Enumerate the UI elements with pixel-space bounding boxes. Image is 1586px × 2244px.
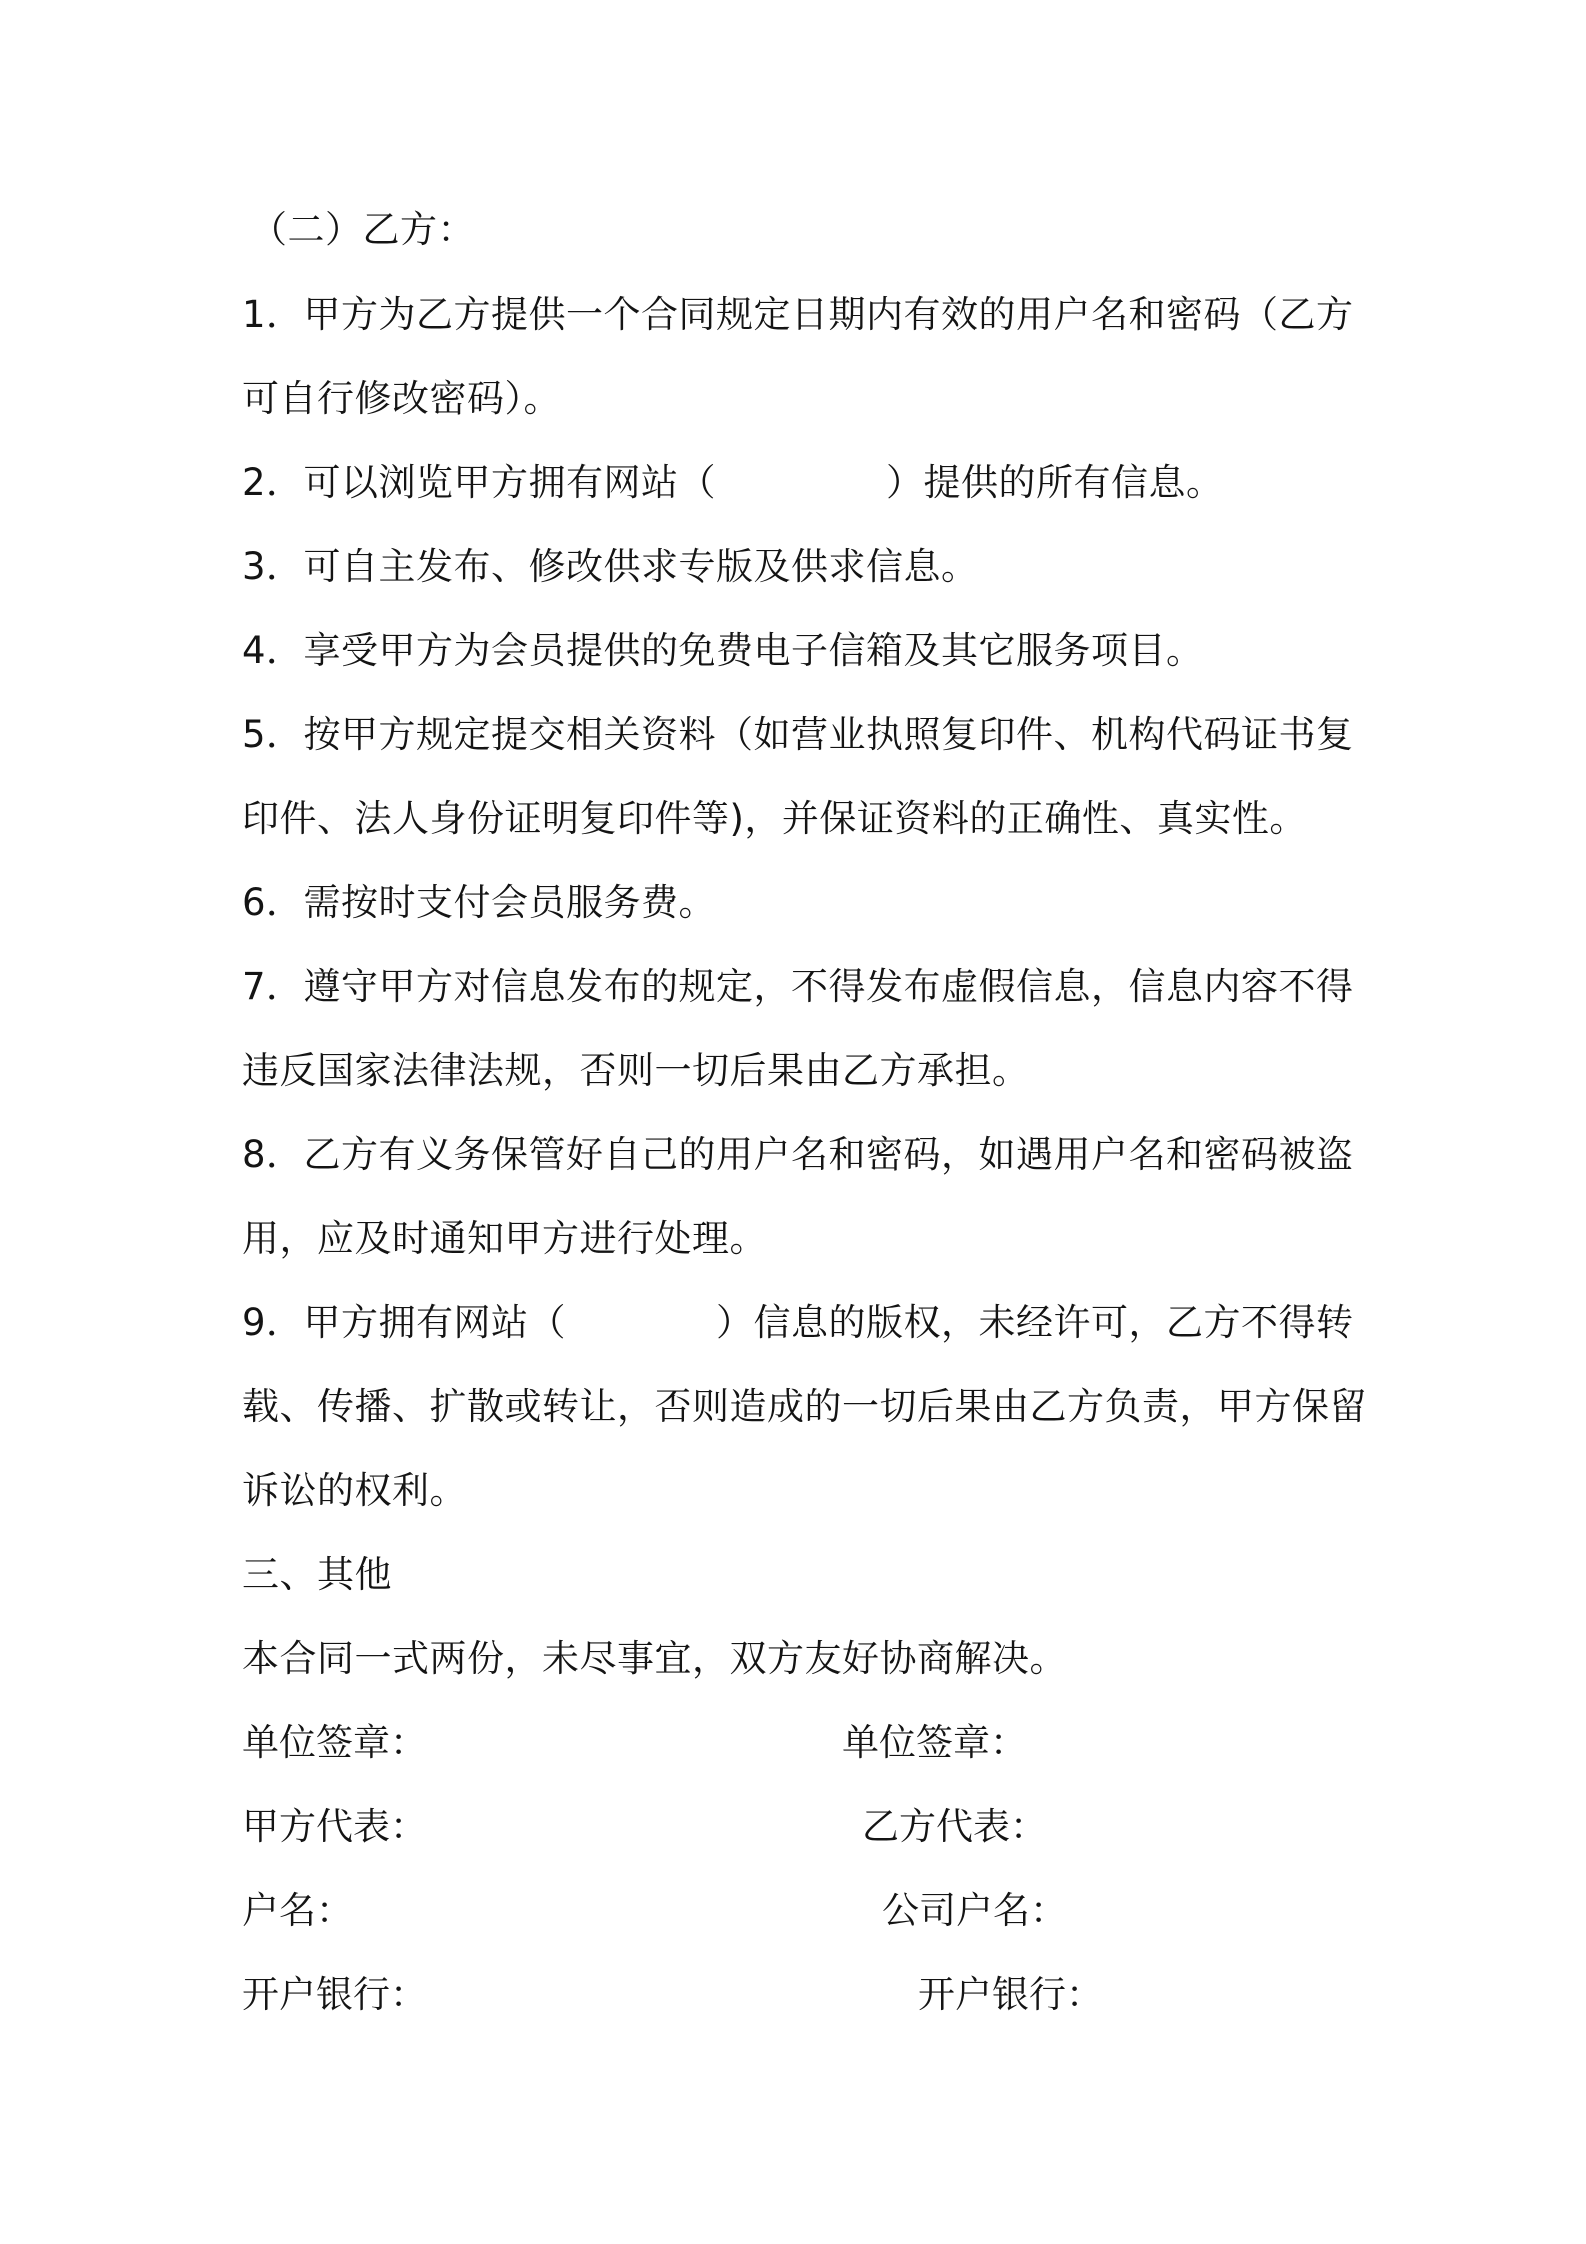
clause-4: 4．享受甲方为会员提供的免费电子信箱及其它服务项目。 (242, 629, 1204, 672)
clause-1-line-1: 1．甲方为乙方提供一个合同规定日期内有效的用户名和密码（乙方 (242, 293, 1354, 336)
clause-7-line-1: 7．遵守甲方对信息发布的规定，不得发布虚假信息，信息内容不得 (242, 965, 1354, 1008)
clause-2-text-after: ）提供的所有信息。 (886, 461, 1224, 504)
clause-9-line-1 (242, 1299, 1354, 1347)
sig-right-bank: 开户银行： (918, 1973, 1103, 2016)
section-heading-other: 三、其他 (242, 1553, 392, 1596)
clause-7-line-2: 违反国家法律法规，否则一切后果由乙方承担。 (242, 1049, 1030, 1092)
clause-6: 6．需按时支付会员服务费。 (242, 881, 717, 924)
sig-right-unit-seal: 单位签章： (842, 1721, 1027, 1764)
clause-9-line-3: 诉讼的权利。 (242, 1469, 467, 1512)
sig-left-bank: 开户银行： (242, 1973, 427, 2016)
clause-5-line-2: 印件、法人身份证明复印件等)，并保证资料的正确性、真实性。 (242, 797, 1307, 840)
clause-9-text-before: 9．甲方拥有网站（ (242, 1301, 567, 1344)
sig-right-company-account-name: 公司户名： (882, 1889, 1067, 1932)
section-heading-party-b: （二）乙方： (250, 208, 475, 251)
sig-left-unit-seal: 单位签章： (242, 1721, 427, 1764)
clause-9-line-2: 载、传播、扩散或转让，否则造成的一切后果由乙方负责，甲方保留 (242, 1385, 1367, 1428)
closing-statement: 本合同一式两份，未尽事宜，双方友好协商解决。 (242, 1637, 1067, 1680)
clause-9-text-after: ）信息的版权，未经许可，乙方不得转 (716, 1301, 1354, 1344)
sig-left-party-a-rep: 甲方代表： (242, 1805, 427, 1848)
clause-3: 3．可自主发布、修改供求专版及供求信息。 (242, 545, 979, 588)
clause-8-line-1: 8．乙方有义务保管好自己的用户名和密码，如遇用户名和密码被盗 (242, 1133, 1354, 1176)
clause-2-text-before: 2．可以浏览甲方拥有网站（ (242, 461, 717, 504)
clause-5-line-1: 5．按甲方规定提交相关资料（如营业执照复印件、机构代码证书复 (242, 713, 1354, 756)
clause-2 (242, 459, 1224, 507)
sig-right-party-b-rep: 乙方代表： (862, 1805, 1047, 1848)
clause-1-line-2: 可自行修改密码）。 (242, 377, 561, 420)
sig-left-account-name: 户名： (242, 1889, 353, 1932)
clause-8-line-2: 用，应及时通知甲方进行处理。 (242, 1217, 767, 1260)
